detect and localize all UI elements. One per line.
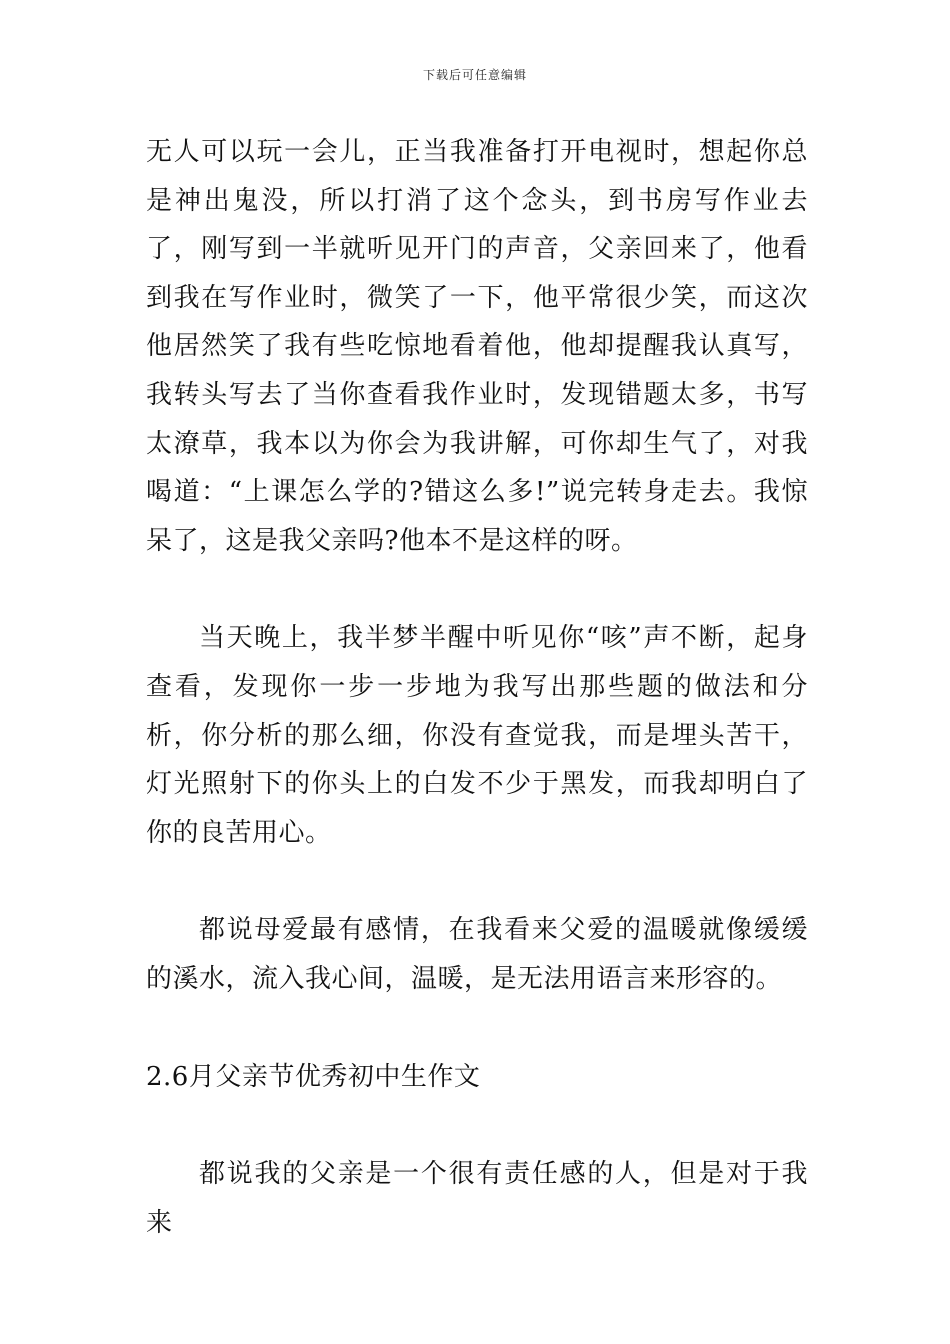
paragraph-gap xyxy=(146,1004,808,1053)
paragraph-4: 都说我的父亲是一个很有责任感的人，但是对于我来 xyxy=(146,1159,808,1238)
paragraph-gap xyxy=(146,565,808,614)
paragraph-3: 都说母爱最有感情，在我看来父爱的温暖就像缓缓的溪水，流入我心间，温暖，是无法用语言来形容的。 xyxy=(146,915,808,994)
document-body xyxy=(146,128,808,1247)
section-heading: 2.6月父亲节优秀初中生作文 xyxy=(146,1061,481,1092)
paragraph-gap xyxy=(146,857,808,906)
page-header-note: 下载后可任意编辑 xyxy=(422,68,527,82)
paragraph-gap xyxy=(146,1101,808,1150)
paragraph-1: 无人可以玩一会儿，正当我准备打开电视时，想起你总是神出鬼没，所以打消了这个念头，到书房写作业去了，刚写到一半就听见开门的声音，父亲回来了，他看到我在写作业时，微笑了一下，他平常很少笑，而这次他居然笑了我有些吃惊地看着他，他却提醒我认真写，我转头写去了当你查看我作业时，发现错题太多，书写太潦草，我本以为你会为我讲解，可你却生气了，对我喝道：“上课怎么学的?错这么多!”说完转身走去。我惊呆了，这是我父亲吗?他本不是这样的呀。 xyxy=(146,137,808,556)
paragraph-2: 当天晚上，我半梦半醒中听见你“咳”声不断，起身查看，发现你一步一步地为我写出那些题的做法和分析，你分析的那么细，你没有查觉我，而是埋头苦干，灯光照射下的你头上的白发不少于黑发，而我却明白了你的良苦用心。 xyxy=(146,623,808,848)
